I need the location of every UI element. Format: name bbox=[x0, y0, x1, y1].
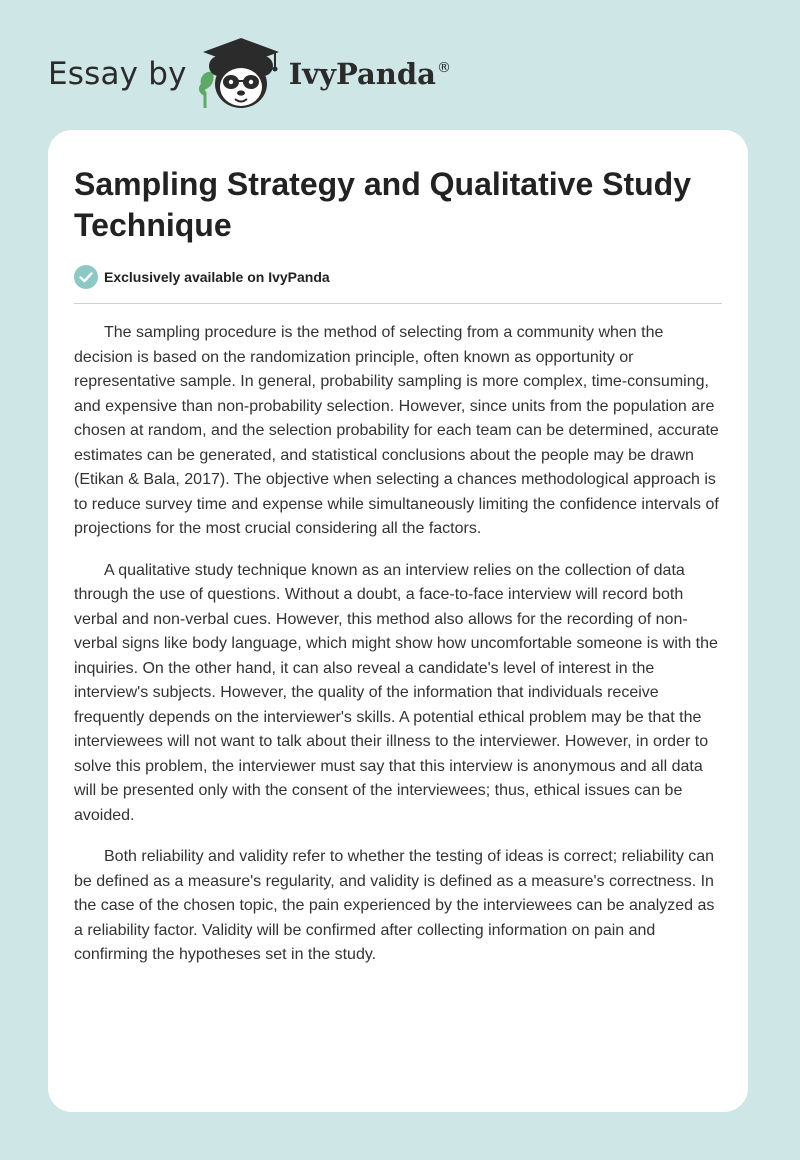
essay-paragraph-3: Both reliability and validity refer to whether the testing of ideas is correct; reliability can be defined as a measure's regularity, and validity is defined as a measure's correctness. In the case of the chosen topic, the pain experienced by the interviewees can be analyzed as a reliability factor. Validity will be confirmed after collecting information on pain and confirming the hypotheses set in the study. bbox=[74, 848, 715, 963]
exclusive-badge bbox=[74, 264, 330, 290]
check-circle-icon bbox=[74, 265, 98, 289]
essay-paragraph-2: A qualitative study technique known as an interview relies on the collection of data through the use of questions. Without a doubt, a face-to-face interview will record both verbal and non-verbal cues. However, this method also allows for the recording of non-verbal signs like body language, which might show how uncomfortable someone is with the inquiries. On the other hand, it can also reveal a candidate's level of interest in the interview's subjects. However, the quality of the information that individuals receive frequently depends on the interviewer's skills. A potential ethical problem may be that the interviewees will not want to talk about their illness to the interviewer. However, in order to solve this problem, the interviewer must say that this interview is anonymous and all data will be presented only with the consent of the interviewees; thus, ethical issues can be avoided. bbox=[74, 561, 718, 824]
brand-name: IvyPanda bbox=[288, 57, 436, 91]
site-header bbox=[48, 36, 451, 112]
essay-title: Sampling Strategy and Qualitative Study Technique bbox=[74, 166, 692, 243]
essay-by-label: Essay by bbox=[48, 56, 187, 92]
essay-card bbox=[48, 130, 748, 1112]
title-divider bbox=[74, 303, 722, 304]
essay-body bbox=[74, 321, 726, 985]
essay-paragraph-1: The sampling procedure is the method of selecting from a community when the decision is based on the randomization principle, often known as opportunity or representative sample. In general, probability sampling is more complex, time-consuming, and expensive than non-probability selection. However, since units from the population are chosen at random, and the selection probability for each team can be determined, accurate estimates can be generated, and statistical conclusions about the people may be drawn (Etikan & Bala, 2017). The objective when selecting a chances methodological approach is to reduce survey time and expense while simultaneously limiting the confidence intervals of projections for the most crucial considering all the factors. bbox=[74, 324, 719, 537]
panda-graduate-icon bbox=[195, 36, 287, 112]
exclusive-badge-text: Exclusively available on IvyPanda bbox=[104, 269, 330, 285]
registered-mark: ® bbox=[436, 60, 451, 76]
